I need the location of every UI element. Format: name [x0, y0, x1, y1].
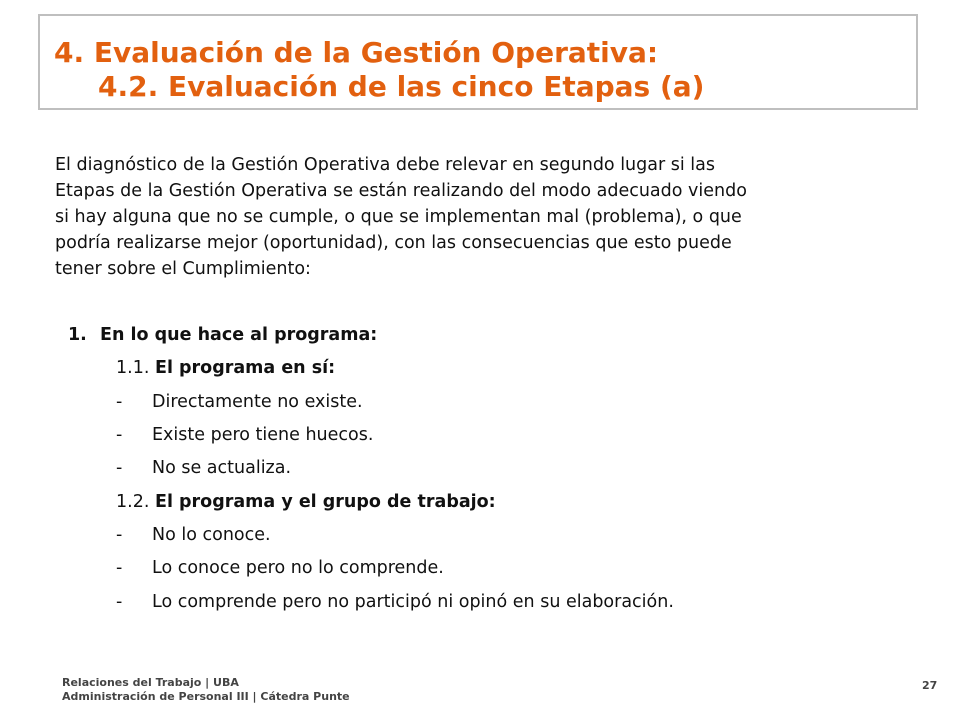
title-box — [38, 14, 918, 110]
dash-marker: - — [116, 458, 123, 478]
footer — [62, 676, 350, 704]
footer-line-institution: Relaciones del Trabajo | UBA — [62, 676, 239, 689]
intro-paragraph — [55, 152, 905, 282]
intro-line: podría realizarse mejor (oportunidad), con las consecuencias que esto puede — [55, 233, 732, 253]
footer-line-course: Administración de Personal III | Cátedra Punte — [62, 690, 350, 703]
slide-title: 4. Evaluación de la Gestión Operativa: — [54, 36, 659, 69]
bullet-text: No se actualiza. — [152, 458, 292, 478]
bullet-text: Directamente no existe. — [152, 392, 363, 412]
sub-item-label: El programa y el grupo de trabajo: — [154, 492, 496, 512]
dash-marker: - — [116, 592, 123, 612]
sub-item-number: 1.2. — [116, 492, 150, 512]
sub-item-number: 1.1. — [116, 358, 150, 378]
sub-item-1-1 — [116, 356, 335, 380]
intro-line: Etapas de la Gestión Operativa se están realizando del modo adecuado viendo — [55, 181, 747, 201]
slide-subtitle: 4.2. Evaluación de las cinco Etapas (a) — [98, 70, 705, 103]
sub-item-label: El programa en sí: — [154, 358, 336, 378]
bullet-text: Existe pero tiene huecos. — [152, 425, 374, 445]
bullet-text: No lo conoce. — [152, 525, 271, 545]
bullet-text: Lo conoce pero no lo comprende. — [152, 558, 444, 578]
dash-marker: - — [116, 425, 123, 445]
intro-line: si hay alguna que no se cumple, o que se implementan mal (problema), o que — [55, 207, 742, 227]
bullet-text: Lo comprende pero no participó ni opinó en su elaboración. — [152, 592, 674, 612]
intro-line: tener sobre el Cumplimiento: — [55, 259, 311, 279]
intro-line: El diagnóstico de la Gestión Operativa debe relevar en segundo lugar si las — [55, 155, 715, 175]
sub-item-1-2 — [116, 490, 496, 514]
list-item-1 — [68, 323, 377, 347]
list-item-number: 1. — [68, 325, 87, 345]
dash-marker: - — [116, 392, 123, 412]
page-number: 27 — [922, 679, 938, 692]
dash-marker: - — [116, 525, 123, 545]
dash-marker: - — [116, 558, 123, 578]
list-item-label: En lo que hace al programa: — [100, 325, 378, 345]
